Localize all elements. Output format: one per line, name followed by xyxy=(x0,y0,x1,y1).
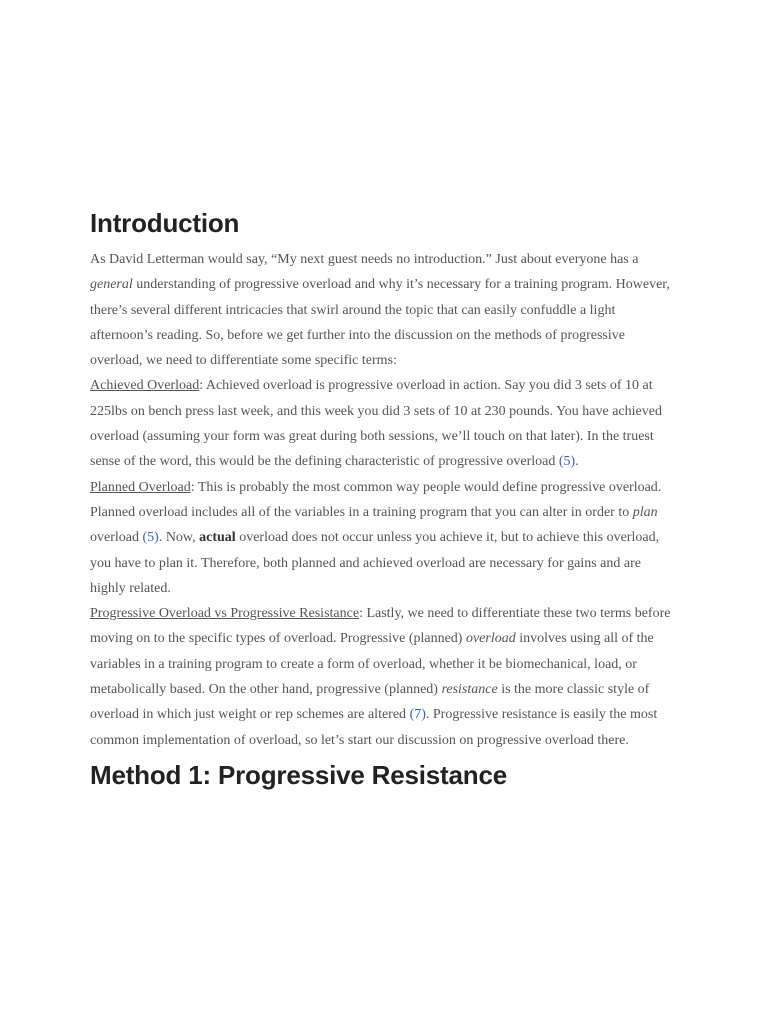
achieved-overload-paragraph xyxy=(90,373,680,474)
text: . Now, xyxy=(158,530,200,546)
reference-link[interactable]: (5) xyxy=(142,530,159,546)
text: understanding of progressive overload and why it’s necessary for a training program. However, there’s several different intricacies that swirl around the topic that can easily confuddle a light afternoon’s reading. So, before we get further into the discussion on the methods of progressive overload, we need to differentiate some specific terms: xyxy=(90,277,670,369)
text: overload does not occur unless you achieve it, but to achieve this overload, you have to plan it. Therefore, both planned and achieved overload are necessary for gains and are highly related. xyxy=(90,530,660,596)
reference-link[interactable]: (5) xyxy=(558,454,576,470)
text: is the more classic style of overload in which just weight or rep schemes are altered xyxy=(90,682,650,723)
text: : Lastly, we need to differentiate these two terms before moving on to the specific types of overload. Progressive (planned) xyxy=(90,606,671,647)
emphasis: resistance xyxy=(441,682,498,698)
article-body xyxy=(90,205,680,799)
text: . xyxy=(575,454,579,470)
intro-heading: Introduction xyxy=(90,208,240,238)
emphasis: overload xyxy=(465,631,516,647)
text: : This is probably the most common way people would define progressive overload. Planned overload includes all of the variables in a training program that you can alter in order to xyxy=(90,479,662,520)
text: : Achieved overload is progressive overload in action. Say you did 3 sets of 10 at 225lbs on bench press last week, and this week you did 3 sets of 10 at 230 pounds. You have achieved overload (assuming your form was great during both sessions, we’ll touch on that later). In the truest sense of the word, this would be the defining characteristic of progressive overload xyxy=(90,378,662,470)
strong-text: actual xyxy=(199,530,236,546)
emphasis: plan xyxy=(632,504,658,520)
overload-vs-resistance-paragraph xyxy=(90,601,680,753)
emphasis: general xyxy=(90,277,133,293)
method-1-heading: Method 1: Progressive Resistance xyxy=(90,759,507,790)
text: involves using all of the variables in a training program to create a form of overload, whether it be biomechanical, load, or metabolically based. On the other hand, progressive (planned) xyxy=(90,631,654,698)
reference-link[interactable]: (7) xyxy=(409,707,426,723)
text: overload xyxy=(90,530,143,546)
term-planned-overload: Planned Overload xyxy=(90,479,191,495)
text: . Progressive resistance is easily the most common implementation of overload, so let’s start our discussion on progressive overload there. xyxy=(90,707,658,748)
intro-paragraph xyxy=(90,247,680,373)
term-overload-vs-resistance: Progressive Overload vs Progressive Resistance xyxy=(90,606,360,622)
term-achieved-overload: Achieved Overload xyxy=(90,378,200,394)
text: As David Letterman would say, “My next guest needs no introduction.” Just about everyone has a xyxy=(90,252,639,267)
planned-overload-paragraph xyxy=(90,475,680,601)
